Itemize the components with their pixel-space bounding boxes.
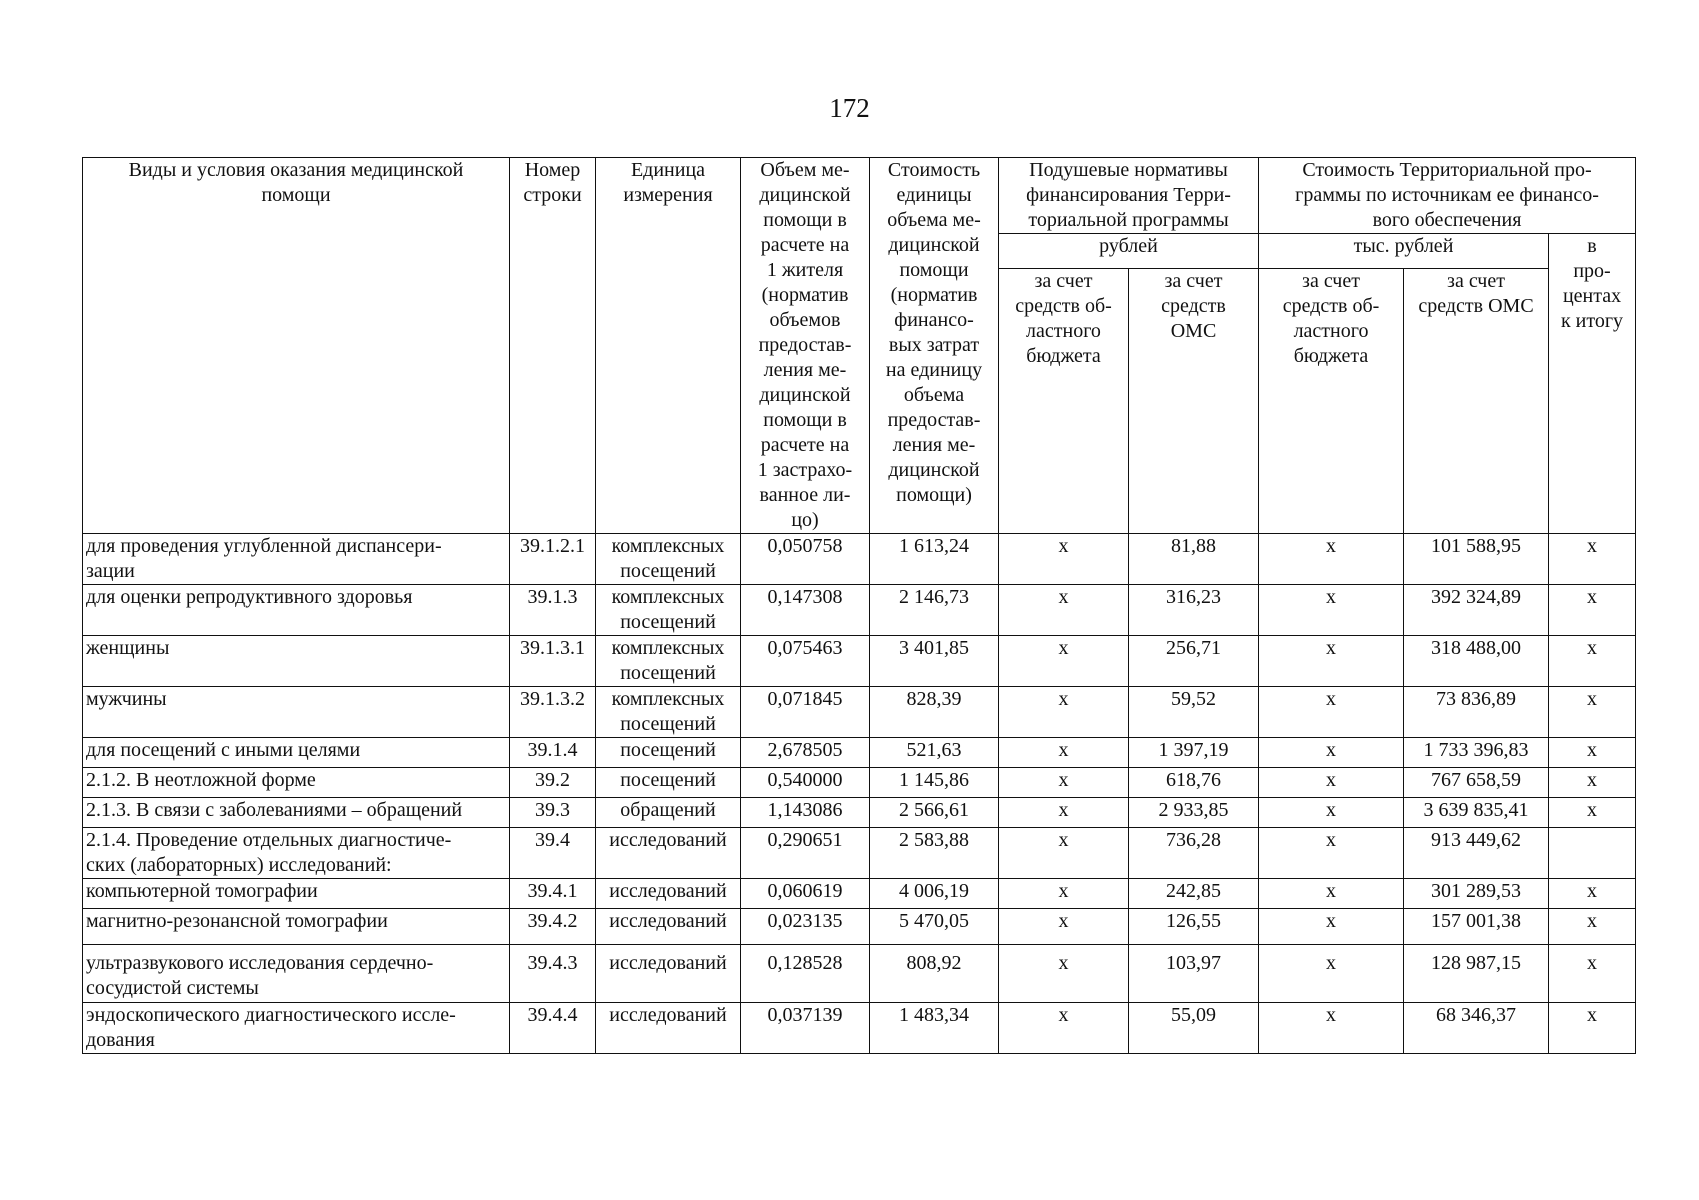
cell-cost: 808,92: [870, 945, 999, 1003]
cell-volume: 0,071845: [741, 687, 870, 738]
cell-percent: х: [1549, 687, 1636, 738]
cell-cost: 3 401,85: [870, 636, 999, 687]
cell-volume: 0,128528: [741, 945, 870, 1003]
cell-budget: х: [999, 738, 1129, 768]
cell-oms: 103,97: [1129, 945, 1259, 1003]
cell-budget-total: х: [1259, 636, 1404, 687]
cell-oms-total: 301 289,53: [1404, 879, 1549, 909]
cell-percent: [1549, 828, 1636, 879]
cell-volume: 2,678505: [741, 738, 870, 768]
cell-volume: 0,023135: [741, 909, 870, 945]
header-unit: Единица измерения: [596, 158, 741, 534]
cell-oms: 2 933,85: [1129, 798, 1259, 828]
header-per-capita-norms: Подушевые нормативы финансирования Терри- ториальной программы: [999, 158, 1259, 234]
header-unit-cost: Стоимость единицы объема ме- дицинской помощи (норматив финансо- вых затрат на единицу объема предостав- ления ме- дицинской помощи): [870, 158, 999, 534]
cell-num: 39.1.3: [510, 585, 596, 636]
cell-percent: х: [1549, 879, 1636, 909]
cell-name: магнитно-резонансной томографии: [83, 909, 510, 945]
header-regional-budget: за счет средств об- ластного бюджета: [999, 269, 1129, 534]
cell-oms: 55,09: [1129, 1003, 1259, 1054]
cell-cost: 4 006,19: [870, 879, 999, 909]
cell-unit: комплексных посещений: [596, 534, 741, 585]
table-row: [83, 909, 1636, 945]
cell-budget-total: х: [1259, 738, 1404, 768]
cell-budget-total: х: [1259, 534, 1404, 585]
cell-unit: обращений: [596, 798, 741, 828]
cell-percent: х: [1549, 768, 1636, 798]
cell-budget: х: [999, 534, 1129, 585]
cell-oms-total: 318 488,00: [1404, 636, 1549, 687]
cell-budget: х: [999, 879, 1129, 909]
cell-budget-total: х: [1259, 909, 1404, 945]
cell-percent: х: [1549, 585, 1636, 636]
cell-cost: 1 483,34: [870, 1003, 999, 1054]
cell-oms-total: 101 588,95: [1404, 534, 1549, 585]
cell-oms-total: 913 449,62: [1404, 828, 1549, 879]
cell-num: 39.4: [510, 828, 596, 879]
cell-volume: 0,147308: [741, 585, 870, 636]
cell-volume: 0,075463: [741, 636, 870, 687]
cell-unit: комплексных посещений: [596, 585, 741, 636]
cell-num: 39.4.2: [510, 909, 596, 945]
cell-oms-total: 767 658,59: [1404, 768, 1549, 798]
cell-name: женщины: [83, 636, 510, 687]
cell-percent: х: [1549, 1003, 1636, 1054]
table-row: [83, 636, 1636, 687]
page-number: 172: [829, 93, 870, 123]
cell-cost: 2 583,88: [870, 828, 999, 879]
cell-num: 39.2: [510, 768, 596, 798]
cell-num: 39.1.3.2: [510, 687, 596, 738]
table-row: [83, 687, 1636, 738]
cell-budget: х: [999, 909, 1129, 945]
cell-name: для проведения углубленной диспансери- зации: [83, 534, 510, 585]
cell-oms-total: 68 346,37: [1404, 1003, 1549, 1054]
cell-budget-total: х: [1259, 798, 1404, 828]
cell-budget-total: х: [1259, 585, 1404, 636]
cell-unit: исследований: [596, 945, 741, 1003]
cell-unit: комплексных посещений: [596, 687, 741, 738]
cell-oms: 618,76: [1129, 768, 1259, 798]
cell-oms: 59,52: [1129, 687, 1259, 738]
cell-volume: 0,050758: [741, 534, 870, 585]
cell-percent: х: [1549, 534, 1636, 585]
financing-table: [82, 157, 1636, 1054]
cell-oms: 316,23: [1129, 585, 1259, 636]
cell-volume: 0,540000: [741, 768, 870, 798]
cell-budget-total: х: [1259, 945, 1404, 1003]
table-header: [83, 158, 1636, 534]
cell-budget: х: [999, 585, 1129, 636]
cell-budget: х: [999, 1003, 1129, 1054]
cell-num: 39.1.2.1: [510, 534, 596, 585]
cell-budget: х: [999, 798, 1129, 828]
cell-oms: 736,28: [1129, 828, 1259, 879]
cell-num: 39.4.3: [510, 945, 596, 1003]
cell-oms-total: 73 836,89: [1404, 687, 1549, 738]
cell-budget: х: [999, 828, 1129, 879]
header-thousand-rubles: тыс. рублей: [1259, 234, 1549, 269]
cell-cost: 5 470,05: [870, 909, 999, 945]
cell-volume: 0,060619: [741, 879, 870, 909]
cell-oms-total: 1 733 396,83: [1404, 738, 1549, 768]
cell-oms: 1 397,19: [1129, 738, 1259, 768]
table-row: [83, 768, 1636, 798]
cell-budget: х: [999, 636, 1129, 687]
cell-cost: 828,39: [870, 687, 999, 738]
table-row: [83, 828, 1636, 879]
cell-volume: 0,037139: [741, 1003, 870, 1054]
cell-budget: х: [999, 687, 1129, 738]
cell-budget-total: х: [1259, 828, 1404, 879]
cell-unit: исследований: [596, 909, 741, 945]
table-row: [83, 534, 1636, 585]
cell-name: эндоскопического диагностического иссле- дования: [83, 1003, 510, 1054]
header-volume: Объем ме- дицинской помощи в расчете на 1 жителя (норматив объемов предостав- ления ме- дицинской помощи в расчете на 1 застрахо- ванное ли- цо): [741, 158, 870, 534]
cell-unit: исследований: [596, 879, 741, 909]
cell-num: 39.1.3.1: [510, 636, 596, 687]
cell-cost: 1 145,86: [870, 768, 999, 798]
cell-percent: х: [1549, 636, 1636, 687]
cell-num: 39.4.1: [510, 879, 596, 909]
table-row: [83, 798, 1636, 828]
cell-cost: 2 146,73: [870, 585, 999, 636]
cell-cost: 2 566,61: [870, 798, 999, 828]
cell-name: для оценки репродуктивного здоровья: [83, 585, 510, 636]
header-percent-top: в: [1587, 235, 1597, 257]
table-row: [83, 945, 1636, 1003]
cell-oms-total: 3 639 835,41: [1404, 798, 1549, 828]
cell-oms-total: 392 324,89: [1404, 585, 1549, 636]
cell-volume: 0,290651: [741, 828, 870, 879]
cell-budget-total: х: [1259, 768, 1404, 798]
cell-oms: 81,88: [1129, 534, 1259, 585]
cell-oms-total: 128 987,15: [1404, 945, 1549, 1003]
cell-unit: посещений: [596, 768, 741, 798]
table-row: [83, 738, 1636, 768]
cell-percent: х: [1549, 738, 1636, 768]
cell-budget: х: [999, 945, 1129, 1003]
cell-percent: х: [1549, 945, 1636, 1003]
cell-name: ультразвукового исследования сердечно- сосудистой системы: [83, 945, 510, 1003]
table-row: [83, 879, 1636, 909]
header-oms-total: за счет средств ОМС: [1404, 269, 1549, 534]
cell-budget-total: х: [1259, 879, 1404, 909]
cell-name: для посещений с иными целями: [83, 738, 510, 768]
cell-budget: х: [999, 768, 1129, 798]
cell-num: 39.4.4: [510, 1003, 596, 1054]
cell-cost: 521,63: [870, 738, 999, 768]
cell-name: 2.1.4. Проведение отдельных диагностиче- ских (лабораторных) исследований:: [83, 828, 510, 879]
table-row: [83, 585, 1636, 636]
cell-oms: 256,71: [1129, 636, 1259, 687]
header-percent: [1549, 234, 1636, 534]
cell-num: 39.3: [510, 798, 596, 828]
cell-unit: комплексных посещений: [596, 636, 741, 687]
table-row: [83, 1003, 1636, 1054]
header-program-cost: Стоимость Территориальной про- граммы по источникам ее финансо- вого обеспечения: [1259, 158, 1636, 234]
header-oms: за счет средств ОМС: [1129, 269, 1259, 534]
cell-volume: 1,143086: [741, 798, 870, 828]
table-body: [83, 534, 1636, 1054]
header-kind: Виды и условия оказания медицинской помощи: [83, 158, 510, 534]
header-percent-label: про- центах к итогу: [1560, 260, 1624, 332]
header-rubles: рублей: [999, 234, 1259, 269]
cell-oms: 126,55: [1129, 909, 1259, 945]
cell-cost: 1 613,24: [870, 534, 999, 585]
header-row-number: Номер строки: [510, 158, 596, 534]
header-regional-budget-total: за счет средств об- ластного бюджета: [1259, 269, 1404, 534]
cell-budget-total: х: [1259, 1003, 1404, 1054]
cell-oms-total: 157 001,38: [1404, 909, 1549, 945]
cell-name: компьютерной томографии: [83, 879, 510, 909]
cell-oms: 242,85: [1129, 879, 1259, 909]
cell-percent: х: [1549, 909, 1636, 945]
cell-unit: исследований: [596, 1003, 741, 1054]
cell-budget-total: х: [1259, 687, 1404, 738]
cell-name: мужчины: [83, 687, 510, 738]
cell-name: 2.1.2. В неотложной форме: [83, 768, 510, 798]
cell-name: 2.1.3. В связи с заболеваниями – обращений: [83, 798, 510, 828]
cell-percent: х: [1549, 798, 1636, 828]
cell-unit: исследований: [596, 828, 741, 879]
cell-unit: посещений: [596, 738, 741, 768]
cell-num: 39.1.4: [510, 738, 596, 768]
